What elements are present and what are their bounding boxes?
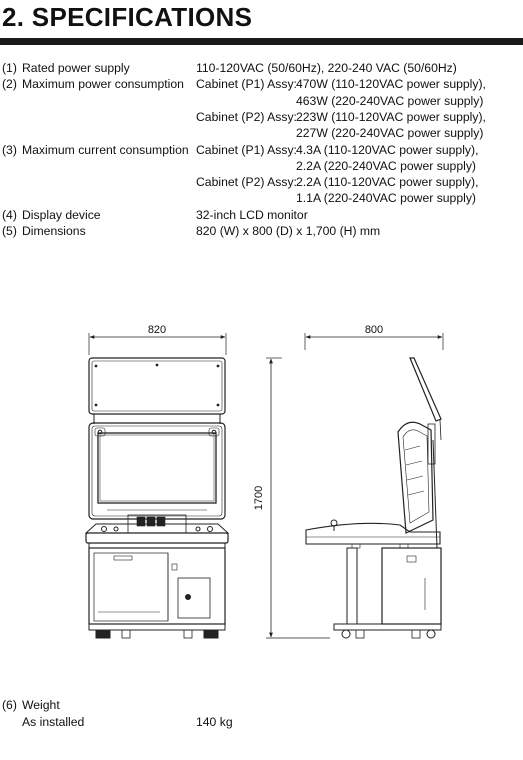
side-view bbox=[266, 333, 443, 638]
spec-item-weight bbox=[0, 697, 523, 731]
page-title: 2. SPECIFICATIONS bbox=[2, 2, 253, 32]
spec-label: Rated power supply bbox=[22, 61, 130, 75]
spec-value: 2.2A (220-240VAC power supply) bbox=[296, 158, 476, 173]
spec-value: 140 kg bbox=[196, 715, 233, 729]
spec-label: Display device bbox=[22, 207, 101, 222]
spec-label: Maximum power consumption bbox=[22, 77, 184, 92]
spec-sublabel: Cabinet (P2) Assy: bbox=[196, 175, 297, 190]
front-view bbox=[86, 333, 228, 638]
spec-number: (2) bbox=[2, 77, 17, 92]
spec-value: 1.1A (220-240VAC power supply) bbox=[296, 191, 476, 206]
height-dimension-label: 1700 bbox=[253, 485, 265, 511]
spec-number: (4) bbox=[2, 207, 17, 222]
spec-value: 820 (W) x 800 (D) x 1,700 (H) mm bbox=[196, 224, 381, 238]
spec-sublabel: Cabinet (P1) Assy: bbox=[196, 142, 297, 157]
spec-value: 470W (110-120VAC power supply), bbox=[296, 77, 486, 92]
spec-number: (5) bbox=[2, 224, 17, 238]
spec-value: 110-120VAC (50/60Hz), 220-240 VAC (50/60Hz) bbox=[196, 61, 457, 75]
spec-value: 223W (110-120VAC power supply), bbox=[296, 109, 486, 124]
spec-value: 4.3A (110-120VAC power supply), bbox=[296, 142, 479, 157]
spec-number: (1) bbox=[2, 61, 17, 75]
spec-value: 463W (220-240VAC power supply) bbox=[296, 93, 484, 108]
spec-sublabel: Cabinet (P1) Assy: bbox=[196, 77, 297, 92]
depth-dimension-label: 800 bbox=[364, 324, 384, 336]
spec-label: Dimensions bbox=[22, 224, 86, 238]
spec-label: Maximum current consumption bbox=[22, 142, 189, 157]
spec-sublabel: Cabinet (P2) Assy: bbox=[196, 109, 297, 124]
spec-sublabel: As installed bbox=[22, 715, 85, 729]
spec-number: (6) bbox=[2, 698, 17, 712]
spec-value: 32-inch LCD monitor bbox=[196, 207, 308, 222]
spec-number: (3) bbox=[2, 142, 17, 157]
spec-value: 2.2A (110-120VAC power supply), bbox=[296, 175, 479, 190]
spec-label: Weight bbox=[22, 698, 60, 712]
spec-value: 227W (220-240VAC power supply) bbox=[296, 126, 484, 141]
width-dimension-label: 820 bbox=[147, 324, 167, 336]
